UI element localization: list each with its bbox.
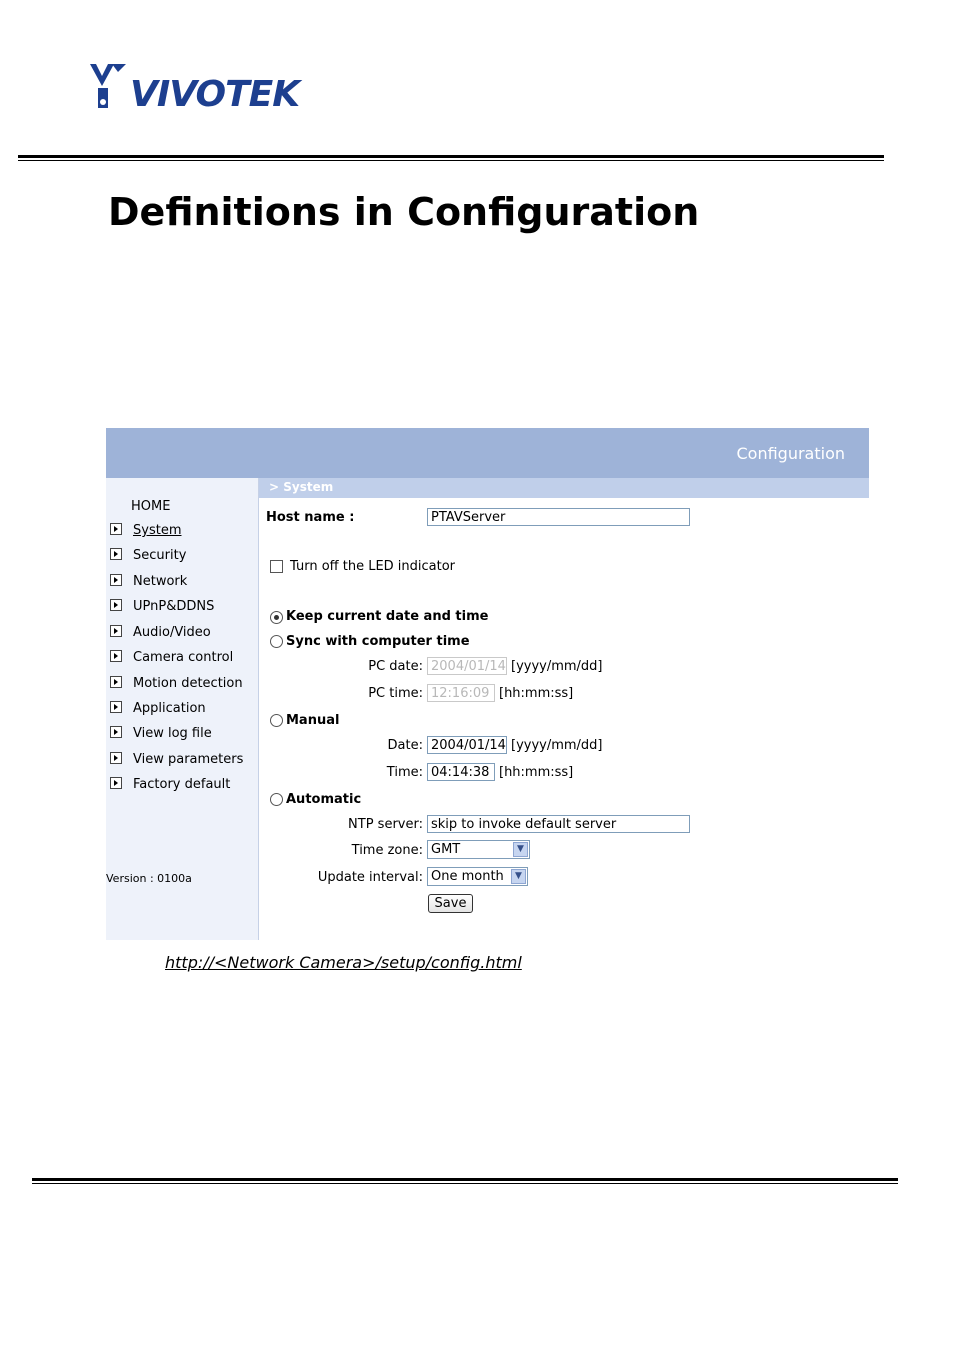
update-interval-value: One month [431, 869, 504, 884]
page-title: Definitions in Configuration [108, 190, 700, 234]
pc-date-label: PC date: [368, 659, 423, 674]
pc-time-label: PC time: [368, 686, 423, 701]
pc-date-field: 2004/01/14 [427, 657, 507, 675]
arrow-bullet-icon [110, 726, 122, 738]
sidebar-item-camera-control[interactable] [110, 650, 233, 668]
sidebar-item-application[interactable] [110, 701, 206, 719]
ntp-server-input[interactable]: skip to invoke default server [427, 815, 690, 833]
time-zone-label: Time zone: [351, 843, 423, 858]
pc-time-field: 12:16:09 [427, 684, 495, 702]
sidebar-item-view-parameters[interactable] [110, 752, 243, 770]
section-title: > System [269, 480, 334, 494]
keep-time-label: Keep current date and time [286, 609, 489, 624]
section-bar [259, 478, 869, 498]
config-url-caption[interactable]: http://<Network Camera>/setup/config.html [165, 953, 522, 972]
config-header [106, 428, 869, 478]
ntp-server-label: NTP server: [348, 817, 423, 832]
camera-mark-icon [90, 64, 126, 108]
sidebar-item-label: Factory default [133, 777, 231, 792]
arrow-bullet-icon [110, 625, 122, 637]
sync-time-label: Sync with computer time [286, 634, 470, 649]
sidebar-item-system[interactable] [110, 523, 181, 541]
sidebar-item-motion-detection[interactable] [110, 676, 243, 694]
pc-date-format: [yyyy/mm/dd] [511, 659, 603, 674]
arrow-bullet-icon [110, 548, 122, 560]
led-label: Turn off the LED indicator [290, 559, 456, 574]
time-format: [hh:mm:ss] [499, 765, 574, 780]
sidebar-item-label: Audio/Video [133, 625, 211, 640]
brand-wordmark: VIVOTEK [130, 74, 300, 115]
pc-time-format: [hh:mm:ss] [499, 686, 574, 701]
sidebar-item-label: Security [133, 548, 187, 563]
config-screenshot [106, 428, 869, 940]
chevron-down-icon: ▼ [511, 869, 526, 884]
update-interval-label: Update interval: [317, 870, 423, 885]
arrow-bullet-icon [110, 650, 122, 662]
arrow-bullet-icon [110, 777, 122, 789]
arrow-bullet-icon [110, 676, 122, 688]
sidebar-item-label: View parameters [133, 752, 244, 767]
arrow-bullet-icon [110, 599, 122, 611]
manual-time-radio[interactable] [270, 714, 283, 727]
sync-time-radio[interactable] [270, 635, 283, 648]
automatic-time-label: Automatic [286, 792, 362, 807]
sidebar-item-audio-video[interactable] [110, 625, 211, 643]
time-zone-value: GMT [431, 842, 461, 857]
arrow-bullet-icon [110, 574, 122, 586]
sidebar-item-label: Network [133, 574, 188, 589]
sidebar-item-label: System [133, 523, 182, 538]
save-button[interactable]: Save [428, 894, 473, 913]
footer-rule [32, 1178, 898, 1181]
sidebar-item-label: Application [133, 701, 206, 716]
sidebar-item-factory-default[interactable] [110, 777, 230, 795]
sidebar-item-label: View log file [133, 726, 212, 741]
chevron-down-icon: ▼ [513, 842, 528, 857]
manual-time-label: Manual [286, 713, 340, 728]
firmware-version: Version : 0100a [106, 872, 192, 885]
header-rule [18, 155, 884, 158]
sidebar-item-label: Motion detection [133, 676, 243, 691]
sidebar-item-upnp-ddns[interactable] [110, 599, 214, 617]
date-label: Date: [387, 738, 423, 753]
automatic-time-radio[interactable] [270, 793, 283, 806]
keep-time-radio[interactable] [270, 611, 283, 624]
update-interval-select[interactable] [427, 867, 528, 886]
sidebar-item-label: UPnP&DDNS [133, 599, 215, 614]
sidebar-item-home[interactable]: HOME [131, 499, 171, 514]
date-input[interactable]: 2004/01/14 [427, 736, 507, 754]
time-label: Time: [386, 765, 423, 780]
time-input[interactable]: 04:14:38 [427, 763, 495, 781]
arrow-bullet-icon [110, 752, 122, 764]
sidebar-item-network[interactable] [110, 574, 187, 592]
arrow-bullet-icon [110, 701, 122, 713]
led-checkbox[interactable] [270, 560, 283, 573]
host-name-label: Host name : [266, 510, 355, 525]
date-format: [yyyy/mm/dd] [511, 738, 603, 753]
sidebar-item-label: Camera control [133, 650, 234, 665]
sidebar-item-security[interactable] [110, 548, 186, 566]
config-sidebar [106, 478, 259, 940]
time-zone-select[interactable] [427, 840, 530, 859]
config-header-title: Configuration [736, 444, 845, 463]
host-name-input[interactable]: PTAVServer [427, 508, 690, 526]
arrow-bullet-icon [110, 523, 122, 535]
sidebar-item-view-log-file[interactable] [110, 726, 212, 744]
